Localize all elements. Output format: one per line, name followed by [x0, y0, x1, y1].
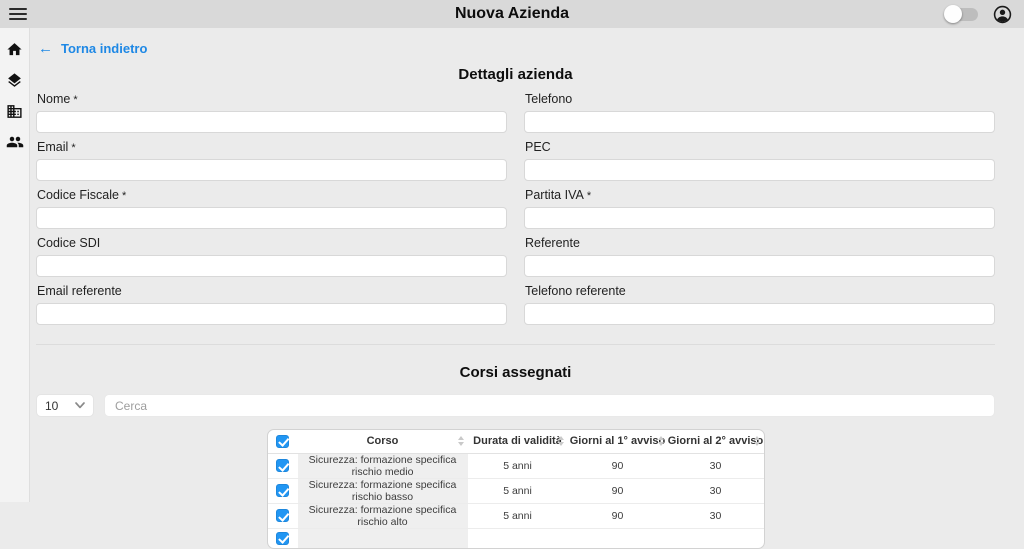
back-link-label: Torna indietro	[61, 41, 148, 56]
sort-arrows-icon	[658, 436, 664, 446]
cell-avviso2: 30	[668, 503, 764, 528]
text-input[interactable]	[36, 207, 507, 229]
people-icon[interactable]	[6, 133, 24, 151]
form-field	[524, 188, 995, 229]
layers-icon[interactable]	[6, 71, 24, 89]
form-field	[524, 284, 995, 325]
cell-avviso2: 30	[709, 459, 722, 472]
text-input[interactable]	[524, 159, 995, 181]
field-label: Referente	[525, 236, 580, 250]
cell-avviso1: 90	[611, 459, 624, 472]
form-field	[524, 236, 995, 277]
table-body	[268, 453, 764, 548]
column-header-avviso1[interactable]: Giorni al 1° avviso	[568, 430, 668, 453]
form-field	[524, 140, 995, 181]
courses-section-title: Corsi assegnati	[459, 364, 572, 381]
cell-corso: Sicurezza: formazione specifica rischio medio	[298, 453, 468, 478]
cell-avviso1	[568, 528, 668, 548]
cell-corso: Sicurezza: formazione specifica rischio alto	[298, 503, 468, 528]
toggle-knob	[944, 5, 962, 23]
form-field	[36, 284, 507, 325]
row-checkbox[interactable]	[276, 484, 289, 497]
sort-arrows-icon	[558, 436, 564, 446]
cell-avviso1: 90	[568, 478, 668, 503]
details-section-title: Dettagli azienda	[458, 66, 573, 83]
form-field	[524, 92, 995, 133]
sort-arrows-icon	[754, 436, 760, 446]
details-form-grid	[36, 92, 995, 325]
select-all-cell	[268, 430, 298, 453]
header-actions	[944, 4, 1024, 24]
row-checkbox[interactable]	[276, 532, 289, 545]
cell-corso: Sicurezza: formazione specifica rischio basso	[298, 478, 468, 503]
back-link[interactable]	[38, 41, 147, 56]
theme-toggle[interactable]	[944, 4, 978, 24]
table-header-row	[268, 430, 764, 453]
table-row	[268, 528, 764, 548]
text-input[interactable]	[524, 255, 995, 277]
sidebar	[0, 28, 30, 502]
table-row	[268, 503, 764, 528]
building-icon[interactable]	[6, 102, 24, 120]
layout	[0, 28, 1024, 528]
row-checkbox-cell	[268, 528, 298, 548]
column-header-avviso2[interactable]: Giorni al 2° avviso	[668, 430, 764, 453]
hamburger-icon[interactable]	[9, 7, 27, 21]
row-checkbox-cell	[268, 453, 298, 478]
field-label: PEC	[525, 140, 551, 154]
main-content	[30, 28, 1024, 528]
field-label: Telefono	[525, 92, 573, 106]
row-checkbox-cell	[268, 478, 298, 503]
text-input[interactable]	[36, 159, 507, 181]
form-field	[36, 236, 507, 277]
field-label: Nome *	[37, 92, 78, 106]
row-checkbox-cell	[268, 503, 298, 528]
field-label: Email *	[37, 140, 76, 154]
field-label: Email referente	[37, 284, 122, 298]
field-label: Codice SDI	[37, 236, 101, 250]
text-input[interactable]	[36, 303, 507, 325]
page-size-value: 10	[45, 398, 59, 413]
sort-arrows-icon	[458, 436, 464, 446]
text-input[interactable]	[36, 255, 507, 277]
table-controls	[36, 394, 995, 417]
text-input[interactable]	[36, 111, 507, 133]
cell-avviso1: 90	[568, 503, 668, 528]
section-divider	[36, 344, 995, 345]
chevron-down-icon	[75, 402, 85, 409]
app-header	[0, 0, 1024, 28]
account-circle-icon[interactable]	[993, 5, 1012, 24]
form-field	[36, 92, 507, 133]
home-icon[interactable]	[6, 40, 24, 58]
table-row	[268, 478, 764, 503]
page-title: Nuova Azienda	[454, 5, 570, 22]
table-row	[268, 453, 764, 478]
courses-table	[267, 429, 765, 549]
column-header-corso[interactable]: Corso	[298, 430, 468, 453]
field-label: Codice Fiscale *	[37, 188, 127, 202]
row-checkbox[interactable]	[276, 509, 289, 522]
form-field	[36, 140, 507, 181]
cell-durata: 5 anni	[468, 503, 568, 528]
cell-avviso2	[668, 528, 764, 548]
text-input[interactable]	[524, 303, 995, 325]
field-label: Telefono referente	[525, 284, 626, 298]
text-input[interactable]	[524, 207, 995, 229]
field-label: Partita IVA *	[525, 188, 592, 202]
column-header-durata[interactable]: Durata di validità	[468, 430, 568, 453]
search-input[interactable]	[104, 394, 995, 417]
form-field	[36, 188, 507, 229]
cell-durata: 5 anni	[468, 478, 568, 503]
cell-durata: 5 anni	[503, 459, 532, 472]
select-all-checkbox[interactable]	[276, 435, 289, 448]
page-size-select[interactable]	[36, 394, 94, 417]
arrow-left-icon: ←	[38, 40, 53, 57]
cell-durata	[468, 528, 568, 548]
text-input[interactable]	[524, 111, 995, 133]
cell-avviso2: 30	[668, 478, 764, 503]
cell-corso	[298, 528, 468, 548]
row-checkbox[interactable]	[276, 459, 289, 472]
